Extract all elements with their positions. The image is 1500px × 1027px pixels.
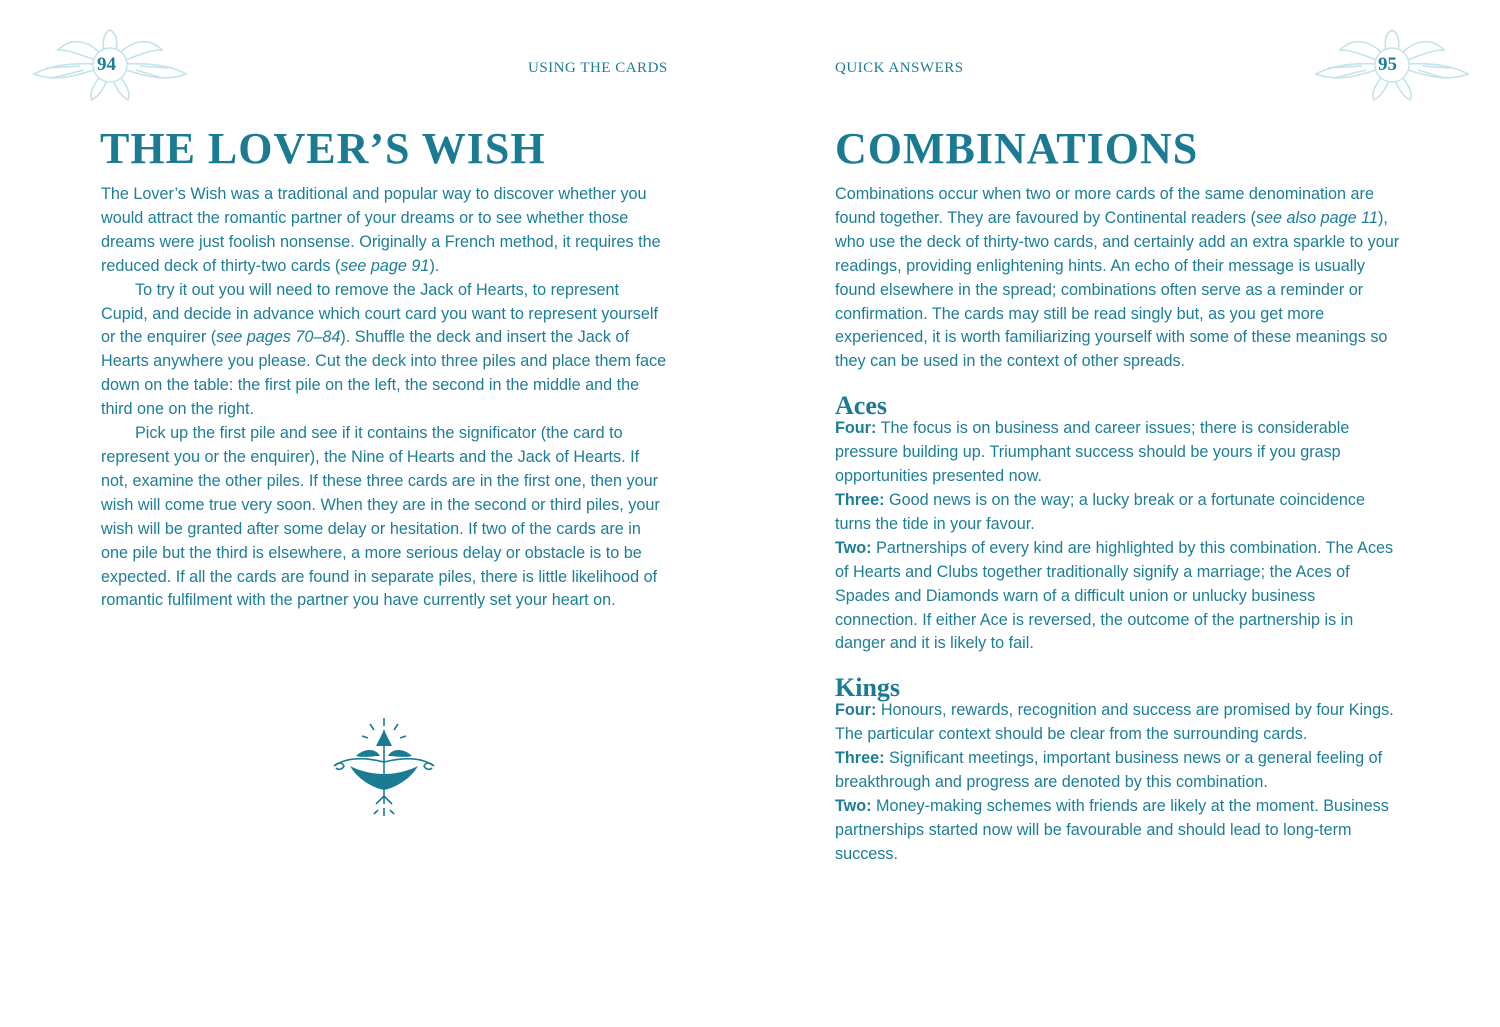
entry-label: Two: xyxy=(835,796,872,815)
entry-label: Three: xyxy=(835,749,885,768)
section-heading-kings: Kings xyxy=(835,673,901,703)
running-head: USING THE CARDS xyxy=(528,60,668,76)
paragraph: The Lover’s Wish was a traditional and popular way to discover whether you would attract the romantic partner of your dreams or to see whether those dreams were just foolish nonsense. Originally a French method, it requires the reduced deck of thirty-two cards (see page 91). xyxy=(101,185,661,275)
page-number: 95 xyxy=(1378,54,1397,75)
combination-entry: Three: Good news is on the way; a lucky break or a fortunate coincidence turns the tide in your favour. xyxy=(835,490,1365,533)
entry-label: Four: xyxy=(835,701,877,720)
body-text xyxy=(101,183,669,613)
page-reference: see also page 11 xyxy=(1255,208,1378,227)
combination-entry: Two: Partnerships of every kind are highlighted by this combination. The Aces of Hearts and Clubs together traditionally signify a marriage; the Aces of Spades and Diamonds warn of a difficult union or unlucky business connection. If either Ace is reversed, the outcome of the partnership is in danger and it is likely to fail. xyxy=(835,538,1394,653)
combination-entry: Two: Money-making schemes with friends are likely at the moment. Business partnerships started now will be favourable and should lead to long-term success. xyxy=(835,796,1389,863)
running-head: QUICK ANSWERS xyxy=(835,60,964,76)
page-reference: see page 91 xyxy=(340,256,430,275)
combination-entry: Four: Honours, rewards, recognition and success are promised by four Kings. The particular context should be clear from the surrounding cards. xyxy=(835,701,1394,744)
entry-label: Two: xyxy=(835,538,872,557)
intro-paragraph: Combinations occur when two or more cards of the same denomination are found together. They are favoured by Continental readers (see also page 11), who use the deck of thirty-two cards, and certainly add an extra sparkle to your readings, providing enlightening hints. An echo of their message is usually found elsewhere in the spread; combinations often serve as a reminder or confirmation. The cards may still be read singly but, as you get more experienced, it is worth familiarizing yourself with some of these meanings so they can be used in the context of other spreads. xyxy=(835,185,1400,371)
combination-entry: Four: The focus is on business and career issues; there is considerable pressure building up. Triumphant success should be yours if you grasp opportunities presented now. xyxy=(835,419,1350,486)
entry-label: Three: xyxy=(835,490,885,509)
right-page xyxy=(750,0,1500,1027)
page-title: THE LOVER’S WISH xyxy=(100,124,546,173)
paragraph: Pick up the first pile and see if it contains the significator (the card to represent you or the enquirer), the Nine of Hearts and the Jack of Hearts. If not, examine the other piles. If these three cards are in the first one, then your wish will come true very soon. When they are in the second or third piles, your wish will be granted after some delay or hesitation. If two of the cards are in one pile but the third is elsewhere, a more serious delay or obstacle is to be expected. If all the cards are found in separate piles, there is little likelihood of romantic fulfilment with the partner you have currently set your heart on. xyxy=(101,424,660,610)
section-heading-aces: Aces xyxy=(835,391,887,421)
combination-entry: Three: Significant meetings, important business news or a general feeling of breakthrough and progress are denoted by this combination. xyxy=(835,749,1383,792)
page-title: COMBINATIONS xyxy=(835,124,1199,173)
body-text xyxy=(835,183,1401,867)
entry-label: Four: xyxy=(835,419,877,438)
paragraph: To try it out you will need to remove the Jack of Hearts, to represent Cupid, and decide in advance which court card you want to represent yourself or the enquirer (see pages 70–84). Shuffle the deck and insert the Jack of Hearts anywhere you please. Cut the deck into three piles and place them face down on the table: the first pile on the left, the second in the middle and the third one on the right. xyxy=(101,280,667,419)
page-reference: see pages 70–84 xyxy=(216,328,341,347)
page-number: 94 xyxy=(97,54,116,75)
cupid-bow-arrow-ornament-icon xyxy=(330,716,438,820)
